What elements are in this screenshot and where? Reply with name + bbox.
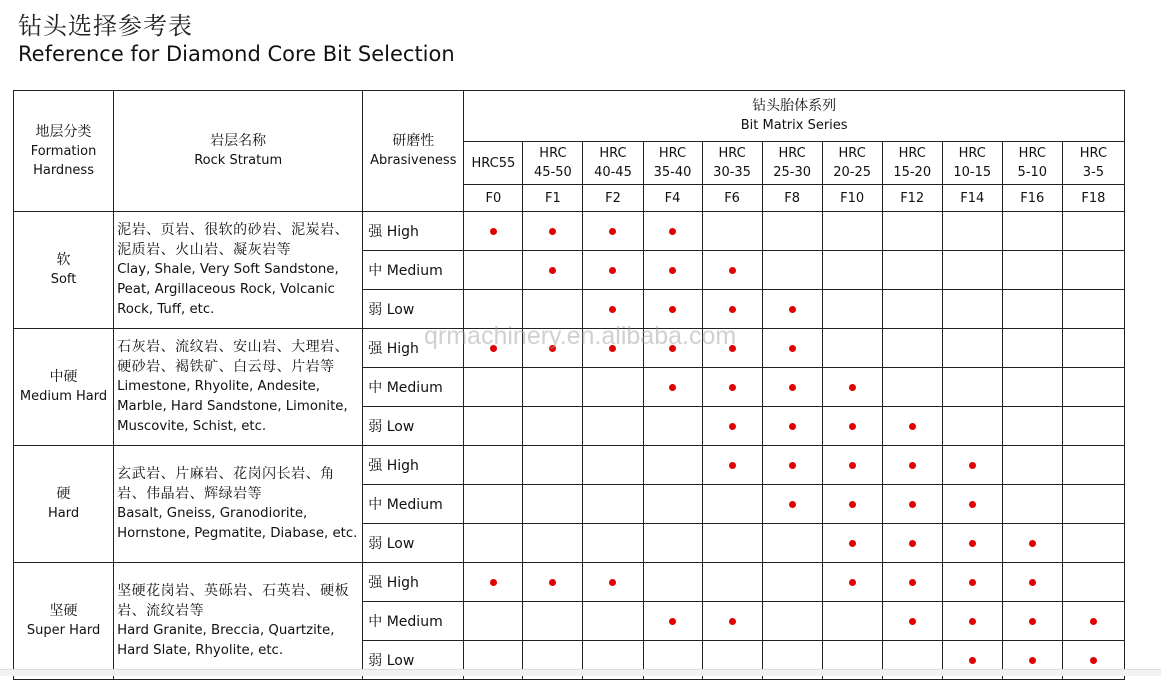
table-body	[14, 212, 1125, 680]
hrc-range-cell: HRC 30-35	[702, 142, 762, 185]
suitability-cell	[942, 407, 1002, 446]
formation-hardness-en: Soft	[50, 272, 77, 287]
hrc-range-cell: HRC 25-30	[762, 142, 822, 185]
suitability-cell	[523, 329, 583, 368]
suitability-cell	[643, 446, 702, 485]
suitable-dot-icon	[1029, 618, 1036, 625]
suitable-dot-icon	[849, 423, 856, 430]
matrix-code-cell: F10	[822, 185, 882, 212]
suitability-cell	[822, 329, 882, 368]
suitable-dot-icon	[609, 306, 616, 313]
suitability-cell	[942, 524, 1002, 563]
suitability-cell	[1062, 329, 1124, 368]
formation-hardness-en: Hard	[47, 506, 80, 521]
suitability-cell	[1062, 563, 1124, 602]
suitability-cell	[1002, 563, 1062, 602]
suitable-dot-icon	[729, 423, 736, 430]
suitable-dot-icon	[909, 501, 916, 508]
abrasiveness-cell: 强 High	[363, 446, 464, 485]
suitability-cell	[583, 290, 643, 329]
matrix-code-cell: F0	[464, 185, 523, 212]
suitable-dot-icon	[490, 579, 497, 586]
suitable-dot-icon	[669, 306, 676, 313]
hrc-range-cell: HRC 15-20	[882, 142, 942, 185]
suitability-cell	[822, 212, 882, 251]
matrix-series-header-en: Bit Matrix Series	[740, 118, 848, 133]
rock-stratum-cn: 泥岩、页岩、很软的砂岩、泥炭岩、泥质岩、火山岩、凝灰岩等	[117, 222, 350, 258]
suitable-dot-icon	[789, 306, 796, 313]
suitable-dot-icon	[609, 345, 616, 352]
suitable-dot-icon	[669, 384, 676, 391]
suitable-dot-icon	[609, 579, 616, 586]
suitability-cell	[702, 446, 762, 485]
rock-stratum-en: Hard Granite, Breccia, Quartzite, Hard Slate, Rhyolite, etc.	[117, 623, 335, 658]
abrasiveness-cell: 中 Medium	[363, 251, 464, 290]
suitability-cell	[1062, 446, 1124, 485]
suitability-cell	[942, 368, 1002, 407]
suitability-cell	[523, 524, 583, 563]
suitability-cell	[822, 251, 882, 290]
suitability-cell	[583, 407, 643, 446]
rock-stratum-en: Clay, Shale, Very Soft Sandstone, Peat, Argillaceous Rock, Volcanic Rock, Tuff, etc.	[117, 262, 339, 317]
suitability-cell	[882, 212, 942, 251]
suitable-dot-icon	[609, 267, 616, 274]
abrasiveness-cell: 弱 Low	[363, 407, 464, 446]
matrix-code-cell: F2	[583, 185, 643, 212]
suitability-cell	[464, 368, 523, 407]
suitability-cell	[464, 524, 523, 563]
suitability-cell	[942, 563, 1002, 602]
matrix-series-header	[464, 91, 1125, 142]
rock-stratum-en: Limestone, Rhyolite, Andesite, Marble, Hard Sandstone, Limonite, Muscovite, Schist, etc.	[117, 379, 348, 434]
suitability-cell	[523, 446, 583, 485]
suitable-dot-icon	[969, 501, 976, 508]
suitable-dot-icon	[490, 345, 497, 352]
formation-hardness-cell	[14, 212, 114, 329]
hrc-range-cell: HRC 35-40	[643, 142, 702, 185]
suitability-cell	[1002, 602, 1062, 641]
suitability-cell	[702, 251, 762, 290]
suitable-dot-icon	[969, 657, 976, 664]
abrasiveness-cell: 弱 Low	[363, 290, 464, 329]
suitability-cell	[1062, 290, 1124, 329]
watermark: qrmachinery.en.alibaba.com	[424, 322, 737, 350]
suitability-cell	[523, 485, 583, 524]
suitability-cell	[882, 251, 942, 290]
suitability-cell	[702, 212, 762, 251]
suitable-dot-icon	[909, 462, 916, 469]
suitable-dot-icon	[909, 579, 916, 586]
suitable-dot-icon	[1090, 618, 1097, 625]
suitability-cell	[1062, 407, 1124, 446]
suitability-cell	[583, 485, 643, 524]
suitability-cell	[702, 602, 762, 641]
suitable-dot-icon	[849, 579, 856, 586]
suitability-cell	[762, 290, 822, 329]
suitable-dot-icon	[789, 423, 796, 430]
suitability-cell	[643, 485, 702, 524]
suitable-dot-icon	[549, 579, 556, 586]
suitable-dot-icon	[609, 228, 616, 235]
suitability-cell	[1002, 407, 1062, 446]
suitable-dot-icon	[549, 228, 556, 235]
suitability-cell	[702, 407, 762, 446]
suitable-dot-icon	[969, 579, 976, 586]
suitability-cell	[583, 368, 643, 407]
suitability-cell	[942, 212, 1002, 251]
suitability-cell	[1062, 485, 1124, 524]
suitability-cell	[1002, 329, 1062, 368]
suitability-cell	[643, 602, 702, 641]
suitable-dot-icon	[549, 267, 556, 274]
table-row	[14, 212, 1125, 251]
suitability-cell	[942, 446, 1002, 485]
matrix-series-header-cn: 钻头胎体系列	[752, 98, 837, 114]
formation-hardness-en: Super Hard	[26, 623, 101, 638]
suitability-cell	[523, 368, 583, 407]
abrasiveness-cell: 强 High	[363, 563, 464, 602]
suitability-cell	[882, 407, 942, 446]
suitability-cell	[523, 602, 583, 641]
abrasiveness-header-en: Abrasiveness	[370, 153, 457, 168]
suitable-dot-icon	[669, 618, 676, 625]
suitability-cell	[1002, 446, 1062, 485]
suitability-cell	[464, 212, 523, 251]
suitable-dot-icon	[849, 462, 856, 469]
suitable-dot-icon	[729, 267, 736, 274]
suitability-cell	[583, 524, 643, 563]
suitable-dot-icon	[909, 618, 916, 625]
suitability-cell	[942, 329, 1002, 368]
suitability-cell	[762, 563, 822, 602]
suitability-cell	[1002, 524, 1062, 563]
formation-header-cn: 地层分类	[35, 123, 92, 140]
suitability-cell	[1002, 251, 1062, 290]
suitability-cell	[643, 290, 702, 329]
suitability-cell	[882, 329, 942, 368]
rock-stratum-cell	[114, 446, 363, 563]
suitability-cell	[1062, 602, 1124, 641]
formation-hardness-cell	[14, 446, 114, 563]
suitability-cell	[583, 602, 643, 641]
suitability-cell	[643, 524, 702, 563]
suitability-cell	[523, 563, 583, 602]
suitability-cell	[822, 485, 882, 524]
suitable-dot-icon	[789, 345, 796, 352]
suitability-cell	[702, 524, 762, 563]
formation-hardness-cn: 中硬	[49, 369, 78, 385]
suitability-cell	[942, 251, 1002, 290]
suitability-cell	[762, 524, 822, 563]
suitability-cell	[942, 290, 1002, 329]
suitability-cell	[1002, 290, 1062, 329]
suitability-cell	[464, 485, 523, 524]
suitable-dot-icon	[490, 228, 497, 235]
page-title-cn: 钻头选择参考表	[18, 12, 193, 40]
abrasiveness-cell: 强 High	[363, 329, 464, 368]
formation-hardness-cell	[14, 329, 114, 446]
suitable-dot-icon	[669, 228, 676, 235]
suitable-dot-icon	[1029, 540, 1036, 547]
suitable-dot-icon	[1090, 657, 1097, 664]
suitability-cell	[464, 290, 523, 329]
suitability-cell	[464, 251, 523, 290]
suitable-dot-icon	[1029, 579, 1036, 586]
table-row	[14, 446, 1125, 485]
suitable-dot-icon	[1029, 657, 1036, 664]
suitability-cell	[702, 563, 762, 602]
suitability-cell	[762, 446, 822, 485]
formation-hardness-cn: 软	[56, 252, 71, 268]
suitability-cell	[882, 563, 942, 602]
suitable-dot-icon	[549, 345, 556, 352]
suitability-cell	[523, 407, 583, 446]
matrix-code-cell: F18	[1062, 185, 1124, 212]
suitability-cell	[1062, 251, 1124, 290]
suitability-cell	[643, 329, 702, 368]
formation-header-en: Formation Hardness	[30, 143, 97, 178]
hrc-range-cell: HRC55	[464, 142, 523, 185]
rock-stratum-en: Basalt, Gneiss, Granodiorite, Hornstone, Pegmatite, Diabase, etc.	[117, 506, 358, 541]
suitability-cell	[882, 290, 942, 329]
suitable-dot-icon	[729, 618, 736, 625]
suitable-dot-icon	[729, 306, 736, 313]
suitability-cell	[762, 329, 822, 368]
formation-hardness-cell	[14, 563, 114, 680]
suitability-cell	[762, 485, 822, 524]
rock-stratum-cell	[114, 563, 363, 680]
matrix-code-cell: F6	[702, 185, 762, 212]
suitability-cell	[762, 251, 822, 290]
hrc-range-cell: HRC 20-25	[822, 142, 882, 185]
rock-stratum-cell	[114, 329, 363, 446]
suitability-cell	[1062, 212, 1124, 251]
suitability-cell	[464, 407, 523, 446]
rock-stratum-cn: 石灰岩、流纹岩、安山岩、大理岩、硬砂岩、褐铁矿、白云母、片岩等	[117, 339, 350, 375]
suitability-cell	[523, 251, 583, 290]
suitability-cell	[882, 368, 942, 407]
suitability-cell	[1062, 368, 1124, 407]
suitability-cell	[1062, 524, 1124, 563]
suitable-dot-icon	[849, 540, 856, 547]
formation-hardness-cn: 坚硬	[49, 603, 78, 619]
suitable-dot-icon	[909, 423, 916, 430]
suitability-cell	[583, 212, 643, 251]
suitable-dot-icon	[789, 462, 796, 469]
matrix-code-cell: F4	[643, 185, 702, 212]
suitability-cell	[464, 329, 523, 368]
suitability-cell	[464, 446, 523, 485]
table-row	[14, 329, 1125, 368]
suitable-dot-icon	[969, 462, 976, 469]
stratum-header-cn: 岩层名称	[210, 133, 267, 149]
suitability-cell	[882, 485, 942, 524]
formation-header	[14, 91, 114, 212]
suitability-cell	[643, 251, 702, 290]
suitability-cell	[822, 524, 882, 563]
rock-stratum-cn: 玄武岩、片麻岩、花岗闪长岩、角岩、伟晶岩、辉绿岩等	[117, 466, 335, 502]
abrasiveness-cell: 中 Medium	[363, 602, 464, 641]
matrix-code-cell: F14	[942, 185, 1002, 212]
matrix-code-cell: F8	[762, 185, 822, 212]
suitability-cell	[643, 368, 702, 407]
abrasiveness-cell: 弱 Low	[363, 524, 464, 563]
hrc-range-cell: HRC 10-15	[942, 142, 1002, 185]
suitability-cell	[942, 485, 1002, 524]
suitability-cell	[702, 485, 762, 524]
hrc-range-cell: HRC 45-50	[523, 142, 583, 185]
suitability-cell	[1002, 368, 1062, 407]
stratum-header	[114, 91, 363, 212]
suitability-cell	[822, 446, 882, 485]
suitable-dot-icon	[789, 384, 796, 391]
suitability-cell	[762, 407, 822, 446]
abrasiveness-cell: 中 Medium	[363, 368, 464, 407]
hrc-range-cell: HRC 40-45	[583, 142, 643, 185]
suitability-cell	[1002, 485, 1062, 524]
abrasiveness-header	[363, 91, 464, 212]
suitability-cell	[464, 602, 523, 641]
suitable-dot-icon	[849, 501, 856, 508]
formation-hardness-en: Medium Hard	[19, 389, 108, 404]
bit-selection-table	[13, 90, 1125, 680]
suitable-dot-icon	[729, 384, 736, 391]
rock-stratum-cn: 坚硬花岗岩、英砾岩、石英岩、硬板岩、流纹岩等	[117, 583, 350, 619]
suitability-cell	[583, 563, 643, 602]
abrasiveness-cell: 弱 Low	[363, 641, 464, 680]
matrix-code-cell: F1	[523, 185, 583, 212]
suitability-cell	[762, 212, 822, 251]
suitability-cell	[643, 563, 702, 602]
suitability-cell	[1002, 212, 1062, 251]
suitable-dot-icon	[669, 267, 676, 274]
suitable-dot-icon	[789, 501, 796, 508]
suitability-cell	[762, 602, 822, 641]
suitability-cell	[583, 329, 643, 368]
page-title-en: Reference for Diamond Core Bit Selection	[18, 42, 455, 66]
suitability-cell	[523, 290, 583, 329]
suitability-cell	[882, 446, 942, 485]
suitability-cell	[464, 563, 523, 602]
formation-hardness-cn: 硬	[56, 486, 71, 502]
stratum-header-en: Rock Stratum	[194, 153, 283, 168]
suitability-cell	[882, 524, 942, 563]
abrasiveness-cell: 强 High	[363, 212, 464, 251]
matrix-code-cell: F16	[1002, 185, 1062, 212]
suitability-cell	[583, 251, 643, 290]
suitability-cell	[702, 368, 762, 407]
rock-stratum-cell	[114, 212, 363, 329]
suitability-cell	[822, 602, 882, 641]
suitable-dot-icon	[849, 384, 856, 391]
suitable-dot-icon	[909, 540, 916, 547]
suitability-cell	[882, 602, 942, 641]
suitability-cell	[762, 368, 822, 407]
hrc-range-cell: HRC 5-10	[1002, 142, 1062, 185]
suitable-dot-icon	[669, 345, 676, 352]
hrc-range-cell: HRC 3-5	[1062, 142, 1124, 185]
suitability-cell	[822, 407, 882, 446]
suitability-cell	[583, 446, 643, 485]
suitability-cell	[643, 407, 702, 446]
suitable-dot-icon	[969, 618, 976, 625]
suitability-cell	[942, 602, 1002, 641]
abrasiveness-header-cn: 研磨性	[392, 133, 435, 149]
table-row	[14, 563, 1125, 602]
suitable-dot-icon	[729, 345, 736, 352]
suitable-dot-icon	[969, 540, 976, 547]
suitability-cell	[643, 212, 702, 251]
suitable-dot-icon	[729, 462, 736, 469]
suitability-cell	[702, 329, 762, 368]
suitability-cell	[822, 290, 882, 329]
suitability-cell	[702, 290, 762, 329]
suitability-cell	[523, 212, 583, 251]
suitability-cell	[822, 563, 882, 602]
suitability-cell	[822, 368, 882, 407]
abrasiveness-cell: 中 Medium	[363, 485, 464, 524]
matrix-code-cell: F12	[882, 185, 942, 212]
